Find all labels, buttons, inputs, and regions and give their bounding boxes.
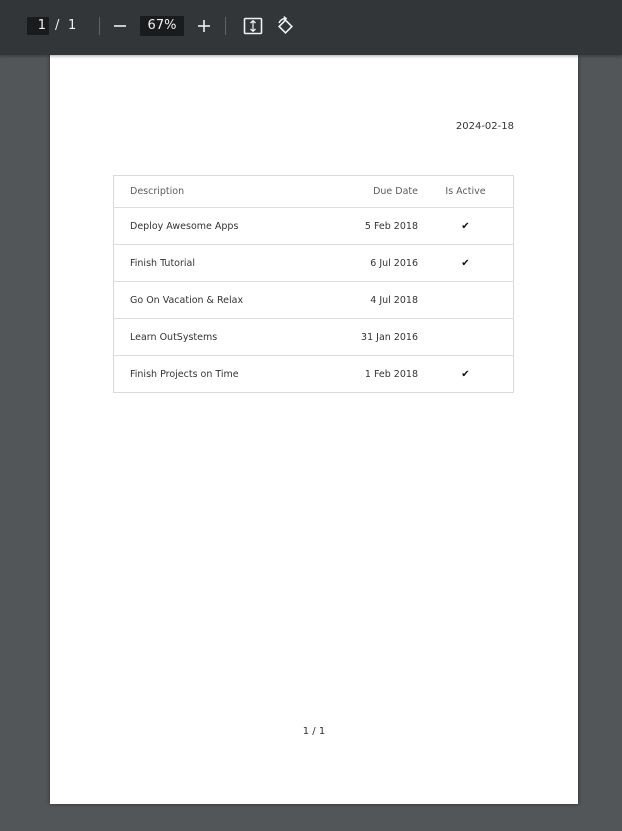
row-is-active xyxy=(418,282,514,319)
page-number-input[interactable]: 1 xyxy=(27,17,49,35)
total-pages: 1 xyxy=(68,18,77,33)
zoom-level-input[interactable]: 67% xyxy=(140,16,184,36)
document-date: 2024-02-18 xyxy=(455,121,514,132)
minus-icon xyxy=(113,19,127,33)
plus-icon xyxy=(197,19,211,33)
header-is-active: Is Active xyxy=(418,176,514,208)
row-description: Deploy Awesome Apps xyxy=(114,208,311,245)
header-due-date: Due Date xyxy=(310,176,418,208)
row-description: Finish Projects on Time xyxy=(130,368,239,380)
toolbar-divider xyxy=(225,17,226,35)
toolbar-divider xyxy=(99,17,100,35)
table-row xyxy=(114,356,514,393)
page-separator: / xyxy=(55,18,60,33)
checkmark-icon: ✔ xyxy=(461,368,470,380)
row-due-date: 5 Feb 2018 xyxy=(310,208,418,245)
row-is-active xyxy=(418,356,514,393)
rotate-button[interactable] xyxy=(272,13,298,39)
row-due-date: 1 Feb 2018 xyxy=(364,368,418,380)
row-is-active xyxy=(418,319,514,356)
table-row xyxy=(114,282,514,319)
row-is-active xyxy=(418,208,514,245)
page-footer: 1 / 1 xyxy=(302,726,326,737)
row-due-date: 4 Jul 2018 xyxy=(310,282,418,319)
pdf-page xyxy=(50,55,578,804)
row-due-date: 31 Jan 2016 xyxy=(310,319,418,356)
row-is-active xyxy=(418,245,514,282)
table-row xyxy=(114,245,514,282)
fit-to-page-button[interactable] xyxy=(240,13,266,39)
tasks-table xyxy=(113,175,514,393)
checkmark-icon: ✔ xyxy=(461,220,470,232)
row-due-date: 6 Jul 2016 xyxy=(310,245,418,282)
zoom-in-button[interactable] xyxy=(191,13,217,39)
row-description: Go On Vacation & Relax xyxy=(114,282,311,319)
row-description: Finish Tutorial xyxy=(114,245,311,282)
zoom-out-button[interactable] xyxy=(107,13,133,39)
pdf-toolbar xyxy=(0,0,622,55)
table-row xyxy=(114,319,514,356)
fit-to-page-icon xyxy=(243,17,263,35)
table-header-row xyxy=(114,176,514,208)
checkmark-icon: ✔ xyxy=(461,257,470,269)
header-description: Description xyxy=(114,176,311,208)
table-row xyxy=(114,208,514,245)
row-description: Learn OutSystems xyxy=(114,319,311,356)
rotate-icon xyxy=(275,16,295,36)
